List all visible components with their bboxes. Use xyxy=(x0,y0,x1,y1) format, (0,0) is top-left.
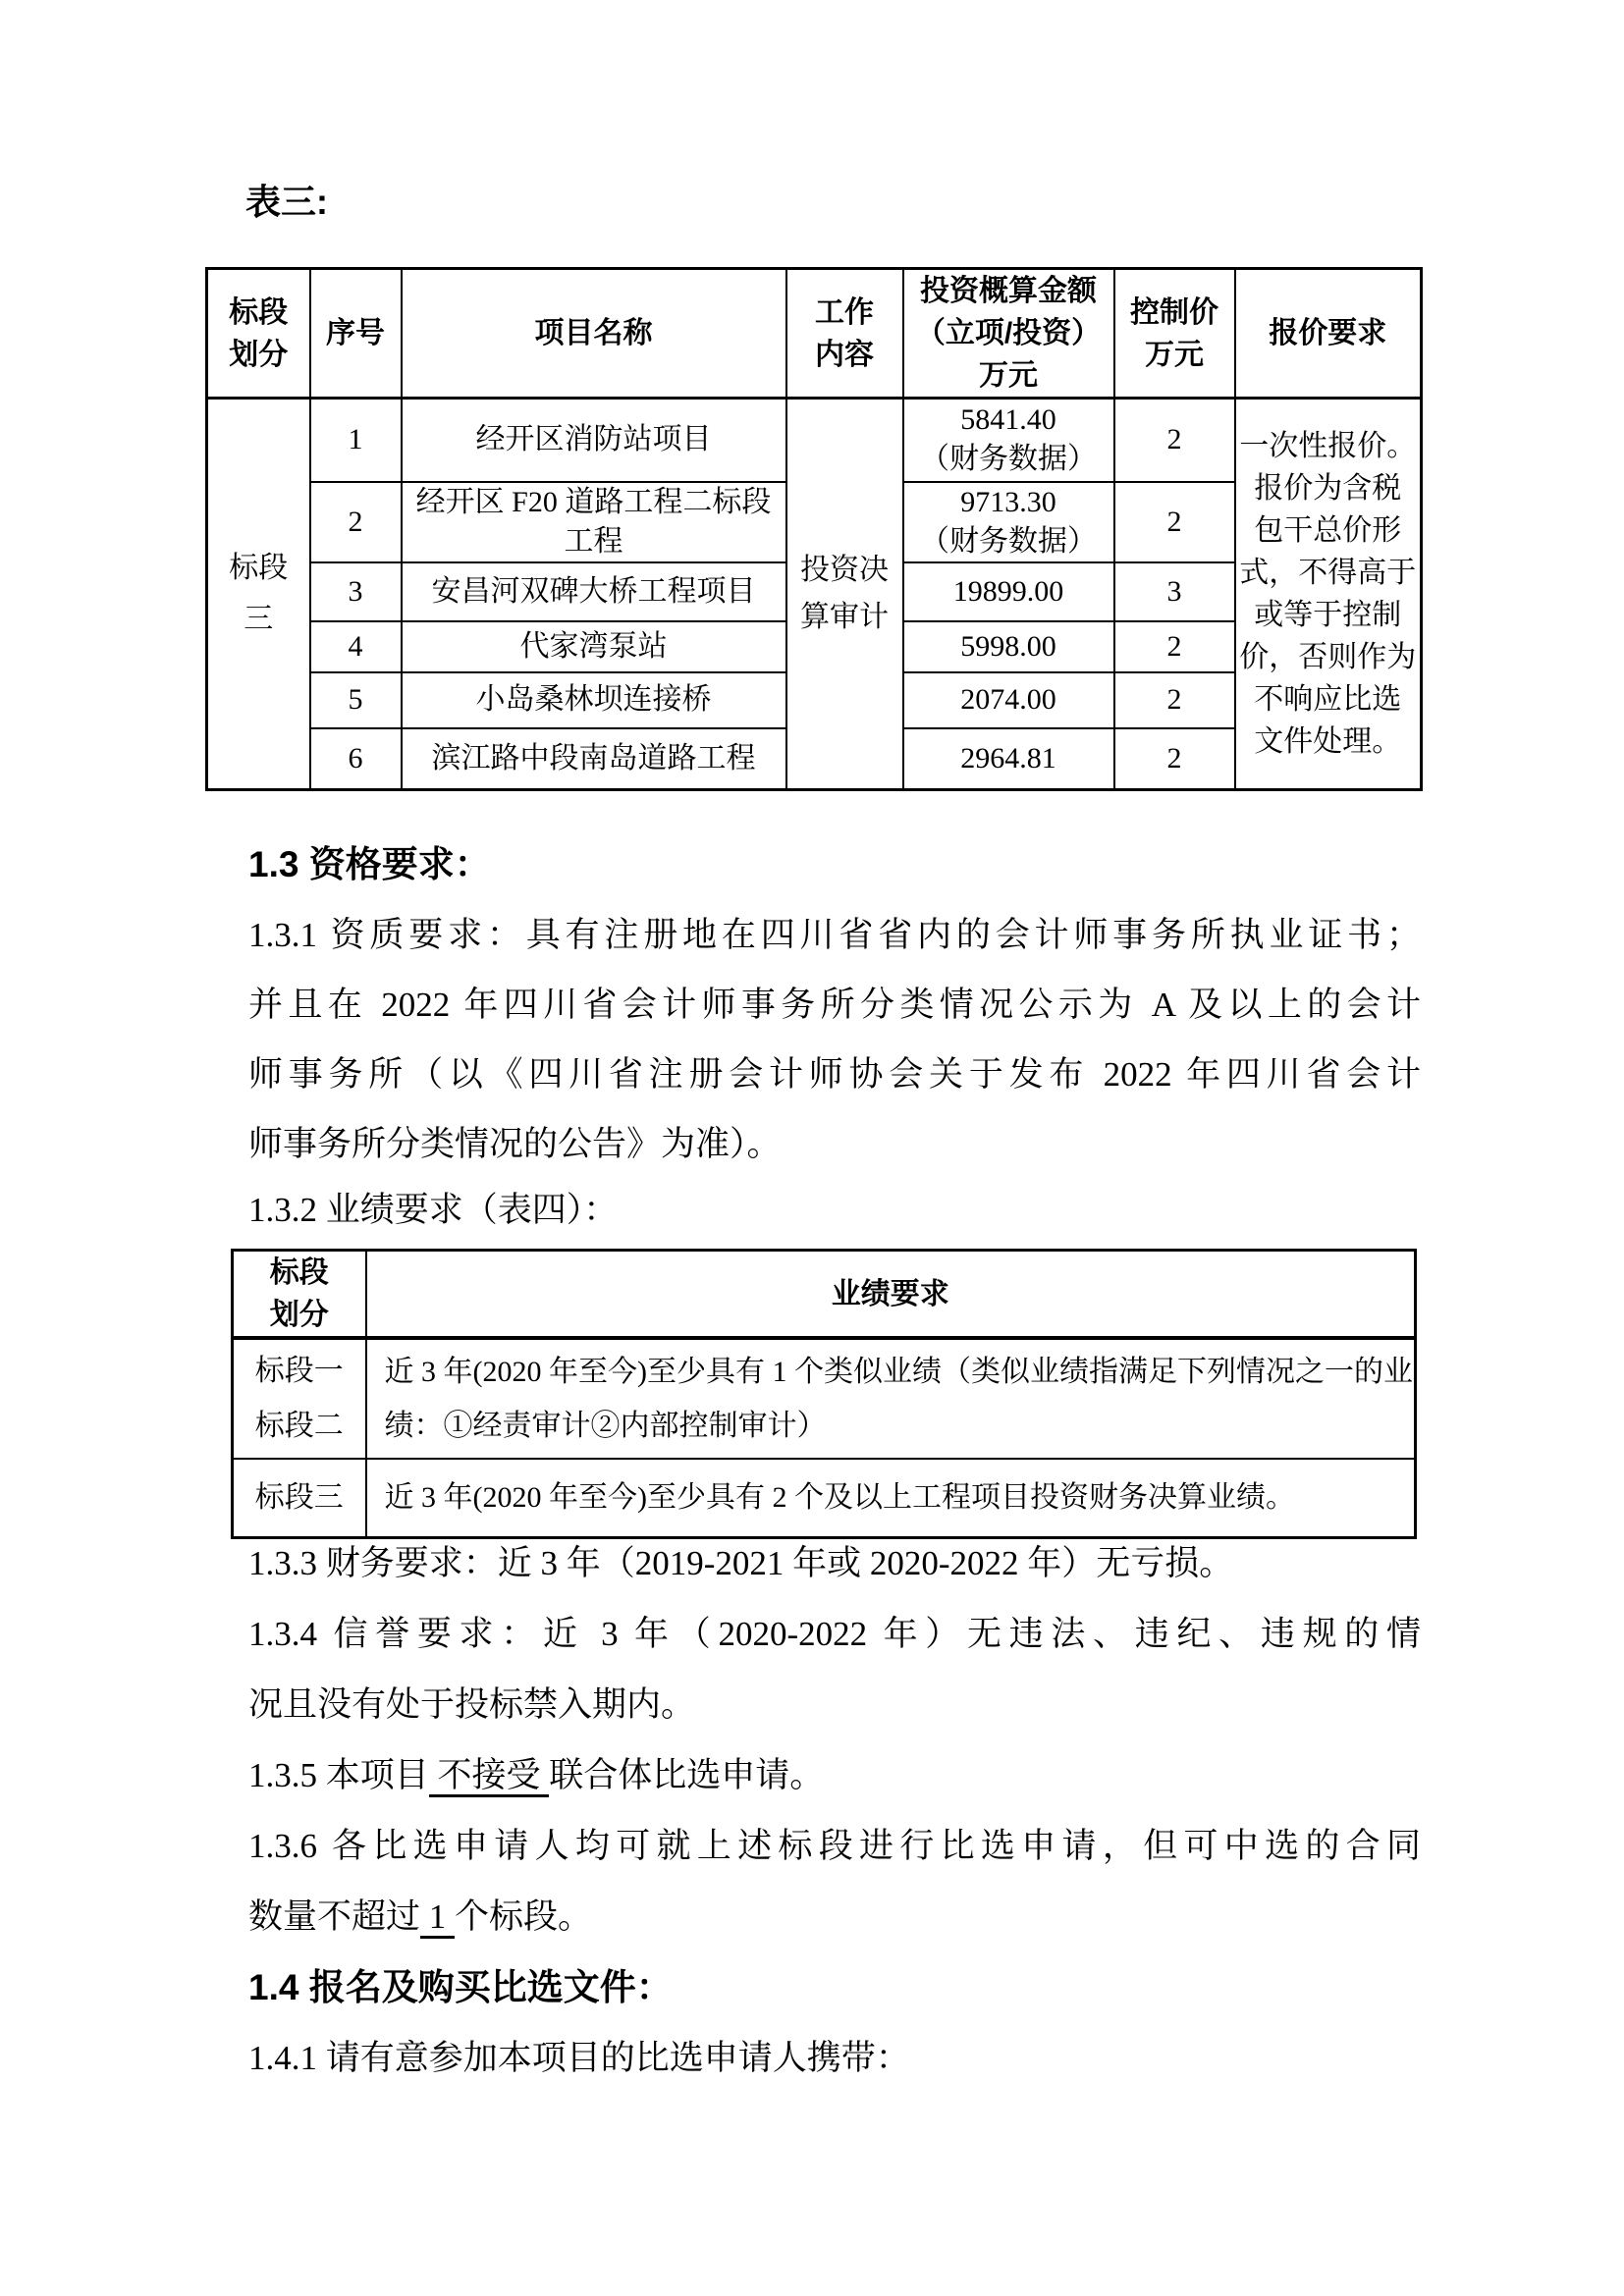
cell-work-content: 投资决 算审计 xyxy=(786,399,903,790)
header-project-name: 项目名称 xyxy=(402,269,786,399)
header-performance-requirement: 业绩要求 xyxy=(366,1251,1416,1339)
table-header-row xyxy=(233,1251,1416,1339)
cell-project-name: 经开区消防站项目 xyxy=(402,399,786,482)
paragraph-1-3-6-line: 数量不超过 1 个标段。 xyxy=(248,1882,1421,1952)
cell-control-price: 2 xyxy=(1114,672,1235,728)
cell-seq: 5 xyxy=(310,672,402,728)
cell-amount: 19899.00 xyxy=(903,562,1114,621)
paragraph-1-3-1-line: 师事务所（以《四川省注册会计师协会关于发布 2022 年四川省会计 xyxy=(248,1055,1421,1094)
header-section-division: 标段 划分 xyxy=(207,269,310,399)
cell-section-label: 标段一 标段二 xyxy=(233,1338,366,1459)
cell-amount: 2964.81 xyxy=(903,728,1114,790)
paragraph-1-3-1-line: 并且在 2022 年四川省会计师事务所分类情况公示为 A 及以上的会计 xyxy=(248,986,1421,1024)
cell-project-name: 安昌河双碑大桥工程项目 xyxy=(402,562,786,621)
cell-seq: 2 xyxy=(310,482,402,562)
heading-1-3: 1.3 资格要求： xyxy=(248,844,491,884)
header-seq-no: 序号 xyxy=(310,269,402,399)
table-row xyxy=(233,1338,1416,1459)
tender-sections-table xyxy=(205,267,1423,791)
heading-1-4: 1.4 报名及购买比选文件： xyxy=(248,1967,673,2007)
cell-control-price: 2 xyxy=(1114,621,1235,672)
cell-project-name: 代家湾泵站 xyxy=(402,621,786,672)
table-header-row xyxy=(207,269,1422,399)
paragraph-1-3-6-line: 1.3.6 各比选申请人均可就上述标段进行比选申请，但可中选的合同 xyxy=(248,1827,1421,1865)
cell-section-label: 标段 三 xyxy=(207,399,310,790)
cell-project-name: 经开区 F20 道路工程二标段 工程 xyxy=(402,482,786,562)
cell-section-label: 标段三 xyxy=(233,1459,366,1537)
cell-control-price: 2 xyxy=(1114,399,1235,482)
cell-project-name: 滨江路中段南岛道路工程 xyxy=(402,728,786,790)
table-row xyxy=(233,1459,1416,1537)
header-quote-requirement: 报价要求 xyxy=(1235,269,1422,399)
cell-control-price: 2 xyxy=(1114,728,1235,790)
cell-amount: 9713.30 （财务数据） xyxy=(903,482,1114,562)
cell-seq: 3 xyxy=(310,562,402,621)
performance-requirements-table xyxy=(231,1249,1417,1539)
paragraph-1-3-3: 1.3.3 财务要求：近 3 年（2019-2021 年或 2020-2022 年）无亏损。 xyxy=(248,1544,1234,1582)
cell-project-name: 小岛桑林坝连接桥 xyxy=(402,672,786,728)
cell-performance-text: 近 3 年(2020 年至今)至少具有 1 个类似业绩（类似业绩指满足下列情况之一的业 绩：①经责审计②内部控制审计） xyxy=(366,1338,1416,1459)
paragraph-1-3-1-line: 师事务所分类情况的公告》为准）。 xyxy=(248,1125,782,1163)
cell-amount: 5841.40 （财务数据） xyxy=(903,399,1114,482)
paragraph-1-3-4-line: 1.3.4 信誉要求：近 3 年（2020-2022 年）无违法、违纪、违规的情 xyxy=(248,1615,1421,1653)
cell-performance-text: 近 3 年(2020 年至今)至少具有 2 个及以上工程项目投资财务决算业绩。 xyxy=(366,1459,1416,1537)
table-row xyxy=(207,399,1422,482)
cell-control-price: 3 xyxy=(1114,562,1235,621)
header-investment-estimate: 投资概算金额 （立项/投资） 万元 xyxy=(903,269,1114,399)
paragraph-1-3-1-line: 1.3.1 资质要求：具有注册地在四川省省内的会计师事务所执业证书； xyxy=(248,916,1421,954)
cell-seq: 4 xyxy=(310,621,402,672)
paragraph-1-3-5: 1.3.5 本项目 不接受 联合体比选申请。 xyxy=(248,1740,1421,1811)
cell-quote-requirement: 一次性报价。 报价为含税 包干总价形 式，不得高于 或等于控制 价，否则作为 不响应比选 文件处理。 xyxy=(1235,399,1422,790)
header-work-content: 工作 内容 xyxy=(786,269,903,399)
table3-caption: 表三: xyxy=(245,182,328,222)
paragraph-1-3-2: 1.3.2 业绩要求（表四）： xyxy=(248,1191,619,1229)
header-section-division: 标段 划分 xyxy=(233,1251,366,1339)
header-control-price: 控制价 万元 xyxy=(1114,269,1235,399)
cell-seq: 1 xyxy=(310,399,402,482)
cell-seq: 6 xyxy=(310,728,402,790)
paragraph-1-3-4-line: 况且没有处于投标禁入期内。 xyxy=(248,1685,696,1724)
paragraph-1-4-1: 1.4.1 请有意参加本项目的比选申请人携带： xyxy=(248,2039,910,2077)
cell-amount: 5998.00 xyxy=(903,621,1114,672)
cell-amount: 2074.00 xyxy=(903,672,1114,728)
cell-control-price: 2 xyxy=(1114,482,1235,562)
